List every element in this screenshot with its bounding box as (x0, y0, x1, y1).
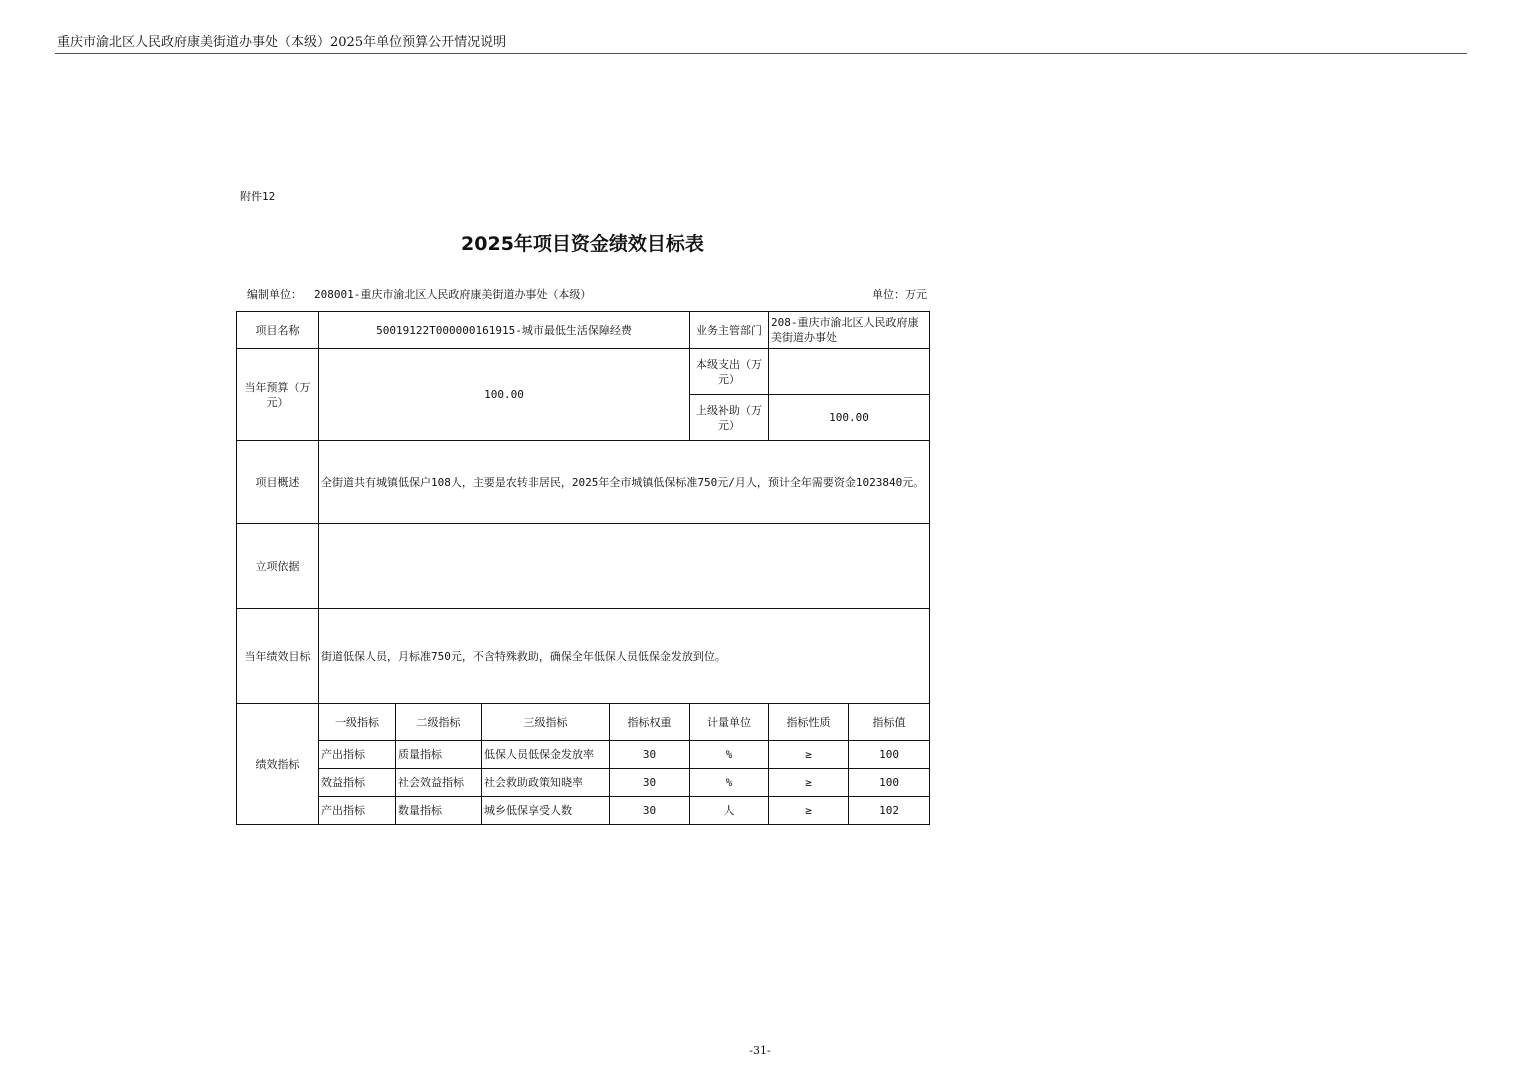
running-header: 重庆市渝北区人民政府康美街道办事处（本级）2025年单位预算公开情况说明 (57, 35, 507, 50)
project-name-value: 50019122T000000161915-城市最低生活保障经费 (319, 312, 690, 349)
org-line (247, 286, 591, 302)
budget-value: 100.00 (319, 349, 690, 441)
indicator-unit: % (690, 769, 769, 797)
header-rule (55, 53, 1467, 54)
summary-value: 全街道共有城镇低保户108人，主要是农转非居民，2025年全市城镇低保标准750元/月人，预计全年需要资金1023840元。 (319, 441, 930, 524)
indicator-level2: 数量指标 (396, 797, 482, 825)
indicator-nature: ≥ (769, 797, 849, 825)
basis-value (319, 524, 930, 609)
upper-subsidy-value: 100.00 (769, 395, 930, 441)
org-value: 208001-重庆市渝北区人民政府康美街道办事处（本级） (314, 288, 592, 301)
unit-label: 单位：万元 (872, 288, 927, 301)
basis-label: 立项依据 (237, 524, 319, 609)
indicator-value: 102 (849, 797, 930, 825)
indicator-value: 100 (849, 741, 930, 769)
indicator-level3: 社会救助政策知晓率 (482, 769, 610, 797)
table-row (237, 797, 930, 825)
indicator-level3: 城乡低保享受人数 (482, 797, 610, 825)
upper-subsidy-label: 上级补助（万元） (690, 395, 769, 441)
indicator-weight: 30 (610, 797, 690, 825)
dept-label: 业务主管部门 (690, 312, 769, 349)
attachment-label: 附件12 (240, 190, 276, 203)
document-title: 2025年项目资金绩效目标表 (461, 233, 704, 255)
indicator-header: 一级指标 (319, 704, 396, 741)
budget-label: 当年预算（万元） (237, 349, 319, 441)
own-expense-label: 本级支出（万元） (690, 349, 769, 395)
org-label: 编制单位： (247, 288, 302, 301)
table-row (237, 741, 930, 769)
goal-label: 当年绩效目标 (237, 609, 319, 704)
summary-label: 项目概述 (237, 441, 319, 524)
own-expense-value (769, 349, 930, 395)
indicator-level2: 质量指标 (396, 741, 482, 769)
indicator-level3: 低保人员低保金发放率 (482, 741, 610, 769)
indicator-header: 指标性质 (769, 704, 849, 741)
table-row (237, 769, 930, 797)
indicator-level1: 效益指标 (319, 769, 396, 797)
indicator-nature: ≥ (769, 741, 849, 769)
indicator-header: 三级指标 (482, 704, 610, 741)
dept-value: 208-重庆市渝北区人民政府康美街道办事处 (769, 312, 930, 349)
indicator-nature: ≥ (769, 769, 849, 797)
indicator-value: 100 (849, 769, 930, 797)
goal-value: 街道低保人员，月标准750元，不含特殊救助，确保全年低保人员低保金发放到位。 (319, 609, 930, 704)
performance-table (236, 311, 930, 825)
project-name-label: 项目名称 (237, 312, 319, 349)
indicator-header: 指标值 (849, 704, 930, 741)
indicator-header: 计量单位 (690, 704, 769, 741)
indicator-unit: 人 (690, 797, 769, 825)
indicator-weight: 30 (610, 769, 690, 797)
indicator-weight: 30 (610, 741, 690, 769)
indicator-header: 二级指标 (396, 704, 482, 741)
indicator-unit: % (690, 741, 769, 769)
indicator-level2: 社会效益指标 (396, 769, 482, 797)
page-number: -31- (749, 1044, 771, 1057)
indicator-level1: 产出指标 (319, 797, 396, 825)
indicators-section-label: 绩效指标 (237, 704, 319, 825)
indicator-level1: 产出指标 (319, 741, 396, 769)
indicator-header: 指标权重 (610, 704, 690, 741)
